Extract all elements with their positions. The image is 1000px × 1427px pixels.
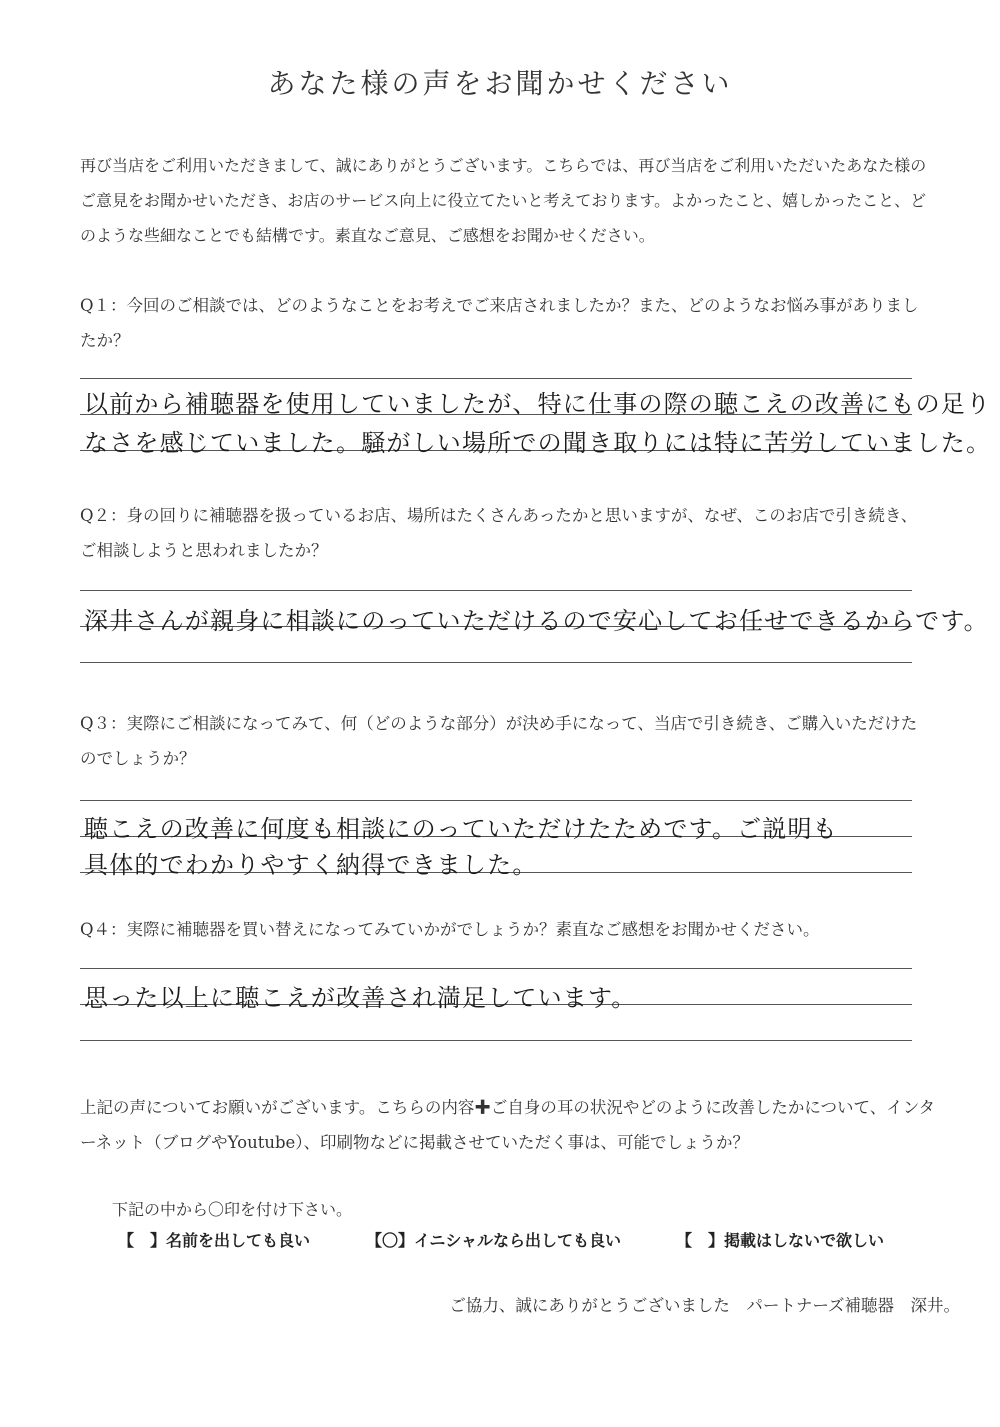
answer-1-line-1: 以前から補聴器を使用していましたが、特に仕事の際の聴こえの改善にもの足り: [84, 390, 992, 418]
answer-rule: [80, 662, 912, 663]
answer-rule: [80, 378, 912, 379]
option-name-ok[interactable]: 【 】名前を出しても良い: [118, 1231, 311, 1250]
publication-request: 上記の声についてお願いがございます。こちらの内容✚ご自身の耳の状況やどのように改善したかについて、インターネット（ブログやYoutube）、印刷物などに掲載させていただく事は、可能でしょうか？: [80, 1098, 936, 1152]
page-title: あなた様の声をお聞かせください: [267, 67, 733, 100]
answer-1-line-2: なさを感じていました。騒がしい場所での聞き取りには特に苦労していました。: [84, 429, 992, 457]
question-3: Q３：実際にご相談になってみて、何（どのような部分）が決め手になって、当店で引き続き、ご購入いただけたのでしょうか？: [80, 714, 918, 768]
answer-rule: [80, 590, 912, 591]
answer-rule: [80, 968, 912, 969]
option-no-publish[interactable]: 【 】掲載はしないで欲しい: [676, 1231, 885, 1250]
answer-2-line-1: 深井さんが親身に相談にのっていただけるので安心してお任せできるからです。: [84, 607, 989, 635]
question-2: Q２：身の回りに補聴器を扱っているお店、場所はたくさんあったかと思いますが、なぜ、このお店で引き続き、ご相談しようと思われましたか？: [80, 506, 918, 560]
choose-instruction: 下記の中から〇印を付け下さい。: [112, 1200, 353, 1219]
answer-4-line-1: 思った以上に聴こえが改善され満足しています。: [84, 984, 637, 1012]
closing-signature: ご協力、誠にありがとうございました パートナーズ補聴器 深井。: [449, 1296, 960, 1315]
option-initials-ok[interactable]: 【〇】イニシャルなら出しても良い: [366, 1231, 622, 1250]
question-4: Q４：実際に補聴器を買い替えになってみていかがでしょうか？素直なご感想をお聞かせください。: [80, 920, 820, 939]
answer-3-line-1: 聴こえの改善に何度も相談にのっていただけたためです。ご説明も: [84, 815, 838, 843]
answer-rule: [80, 800, 912, 801]
answer-rule: [80, 1040, 912, 1041]
intro-paragraph: 再び当店をご利用いただきまして、誠にありがとうございます。こちらでは、再び当店をご利用いただいたあなた様のご意見をお聞かせいただき、お店のサービス向上に役立てたいと考えております。よかったこと、嬉しかったこと、どのような些細なことでも結構です。素直なご意見、ご感想をお聞かせください。: [80, 156, 927, 245]
question-1: Q１：今回のご相談では、どのようなことをお考えでご来店されましたか？また、どのようなお悩み事がありましたか？: [80, 296, 919, 350]
answer-3-line-2: 具体的でわかりやすく納得できました。: [84, 851, 538, 879]
